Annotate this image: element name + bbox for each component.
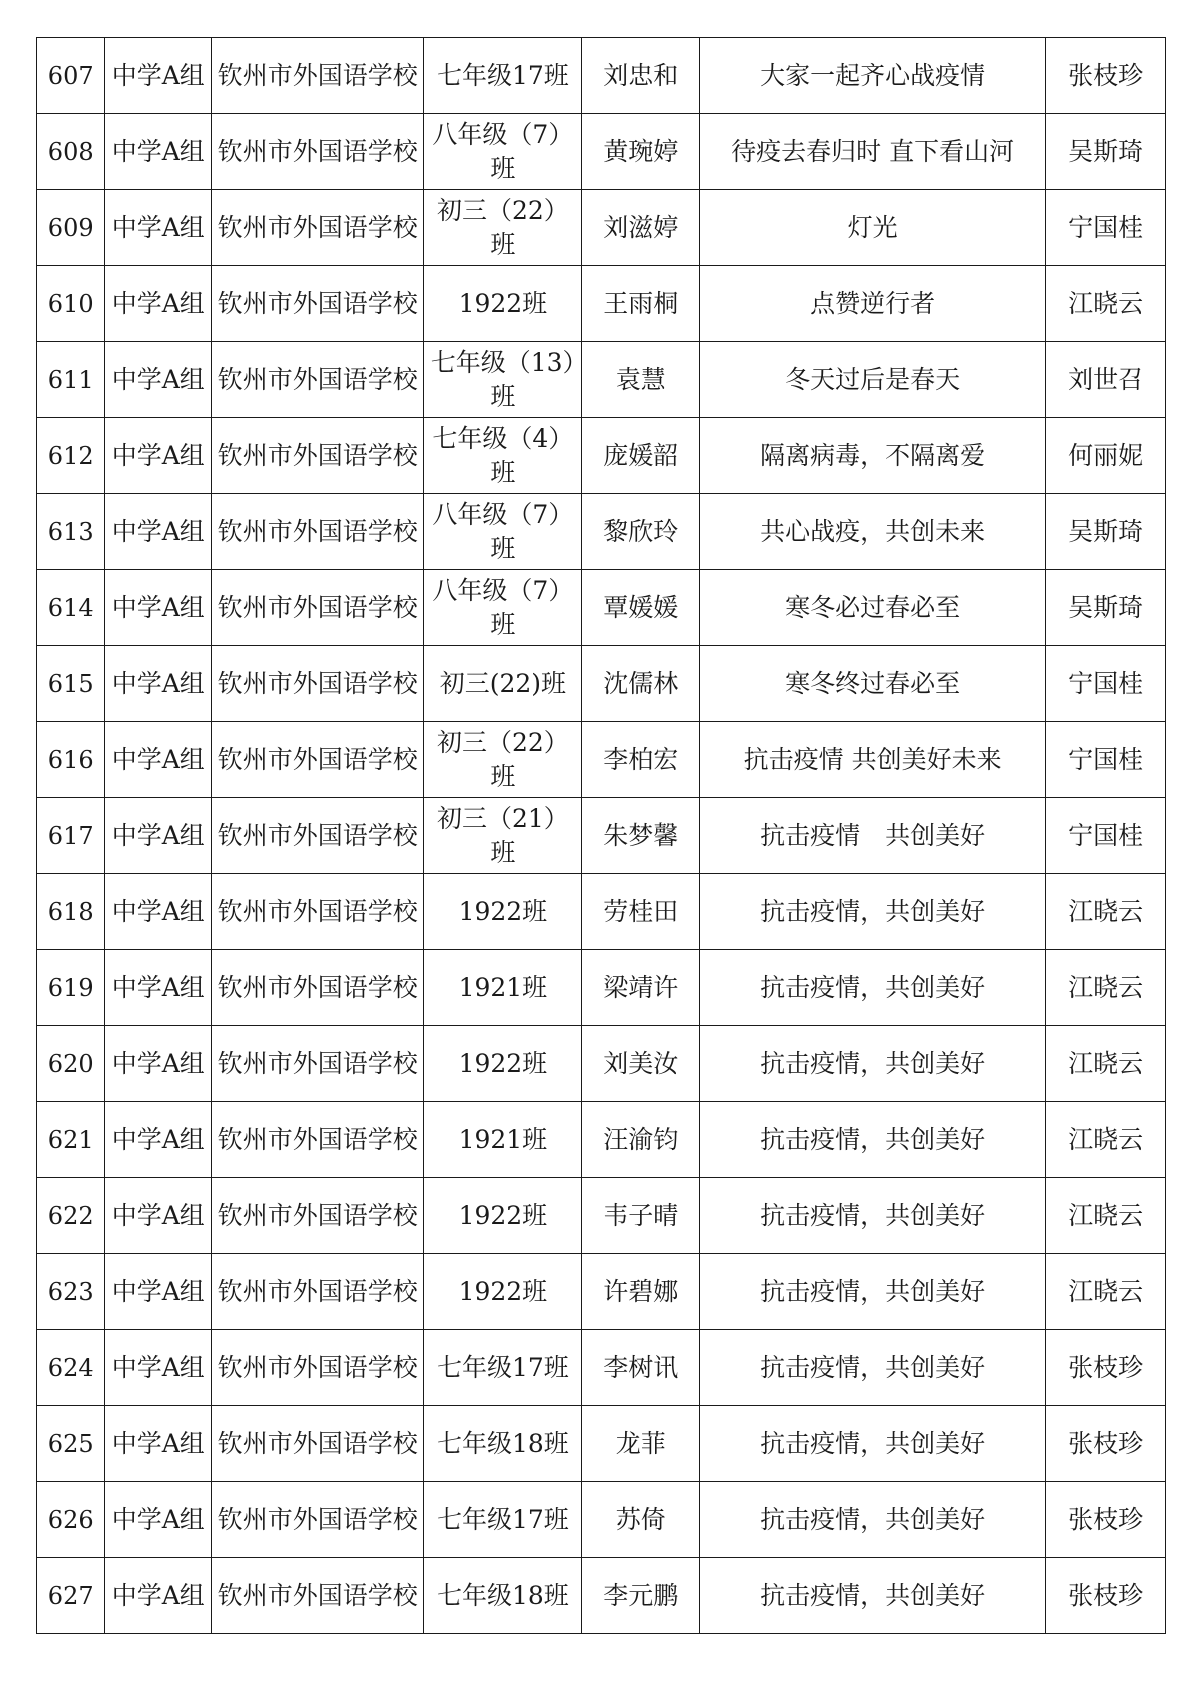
student-name-cell: 覃媛媛 <box>582 570 700 646</box>
teacher-name-cell: 江晓云 <box>1046 950 1166 1026</box>
school-cell: 钦州市外国语学校 <box>212 190 424 266</box>
student-name-cell: 沈儒林 <box>582 646 700 722</box>
teacher-name-cell: 江晓云 <box>1046 1254 1166 1330</box>
teacher-name-cell: 吴斯琦 <box>1046 114 1166 190</box>
school-cell: 钦州市外国语学校 <box>212 494 424 570</box>
school-cell: 钦州市外国语学校 <box>212 1330 424 1406</box>
student-name-cell: 刘滋婷 <box>582 190 700 266</box>
table-row <box>37 1178 1166 1254</box>
group-cell: 中学A组 <box>105 1254 212 1330</box>
group-cell: 中学A组 <box>105 1482 212 1558</box>
work-title-cell: 抗击疫情，共创美好 <box>700 1330 1046 1406</box>
class-cell: 八年级（7）班 <box>424 494 582 570</box>
class-cell: 1922班 <box>424 1178 582 1254</box>
class-cell: 七年级（4）班 <box>424 418 582 494</box>
group-cell: 中学A组 <box>105 342 212 418</box>
class-cell: 1921班 <box>424 950 582 1026</box>
school-cell: 钦州市外国语学校 <box>212 1178 424 1254</box>
work-title-cell: 抗击疫情，共创美好 <box>700 1026 1046 1102</box>
table-row <box>37 1406 1166 1482</box>
teacher-name-cell: 张枝珍 <box>1046 1482 1166 1558</box>
teacher-name-cell: 张枝珍 <box>1046 1558 1166 1634</box>
class-cell: 初三（22）班 <box>424 190 582 266</box>
school-cell: 钦州市外国语学校 <box>212 266 424 342</box>
entry-number-cell: 614 <box>37 570 105 646</box>
teacher-name-cell: 江晓云 <box>1046 1102 1166 1178</box>
entry-number-cell: 625 <box>37 1406 105 1482</box>
teacher-name-cell: 张枝珍 <box>1046 38 1166 114</box>
work-title-cell: 冬天过后是春天 <box>700 342 1046 418</box>
table-row <box>37 570 1166 646</box>
teacher-name-cell: 吴斯琦 <box>1046 570 1166 646</box>
group-cell: 中学A组 <box>105 1558 212 1634</box>
entry-number-cell: 612 <box>37 418 105 494</box>
table-row <box>37 266 1166 342</box>
table-row <box>37 950 1166 1026</box>
entry-number-cell: 624 <box>37 1330 105 1406</box>
school-cell: 钦州市外国语学校 <box>212 798 424 874</box>
school-cell: 钦州市外国语学校 <box>212 1026 424 1102</box>
award-list-table <box>36 37 1166 1634</box>
student-name-cell: 李元鹏 <box>582 1558 700 1634</box>
student-name-cell: 韦子晴 <box>582 1178 700 1254</box>
class-cell: 七年级（13）班 <box>424 342 582 418</box>
student-name-cell: 李树讯 <box>582 1330 700 1406</box>
school-cell: 钦州市外国语学校 <box>212 114 424 190</box>
class-cell: 七年级17班 <box>424 1482 582 1558</box>
group-cell: 中学A组 <box>105 1178 212 1254</box>
student-name-cell: 劳桂田 <box>582 874 700 950</box>
table-row <box>37 1330 1166 1406</box>
class-cell: 七年级18班 <box>424 1558 582 1634</box>
table-row <box>37 190 1166 266</box>
teacher-name-cell: 张枝珍 <box>1046 1330 1166 1406</box>
group-cell: 中学A组 <box>105 722 212 798</box>
work-title-cell: 寒冬终过春必至 <box>700 646 1046 722</box>
table-row <box>37 874 1166 950</box>
work-title-cell: 抗击疫情，共创美好 <box>700 1102 1046 1178</box>
school-cell: 钦州市外国语学校 <box>212 722 424 798</box>
work-title-cell: 抗击疫情，共创美好 <box>700 950 1046 1026</box>
table-row <box>37 1026 1166 1102</box>
group-cell: 中学A组 <box>105 38 212 114</box>
table-row <box>37 38 1166 114</box>
entry-number-cell: 622 <box>37 1178 105 1254</box>
entry-number-cell: 613 <box>37 494 105 570</box>
student-name-cell: 庞媛韶 <box>582 418 700 494</box>
student-name-cell: 龙菲 <box>582 1406 700 1482</box>
school-cell: 钦州市外国语学校 <box>212 1102 424 1178</box>
class-cell: 初三（22）班 <box>424 722 582 798</box>
school-cell: 钦州市外国语学校 <box>212 1406 424 1482</box>
entry-number-cell: 619 <box>37 950 105 1026</box>
entry-number-cell: 623 <box>37 1254 105 1330</box>
table-row <box>37 114 1166 190</box>
class-cell: 七年级17班 <box>424 1330 582 1406</box>
group-cell: 中学A组 <box>105 1330 212 1406</box>
entry-number-cell: 627 <box>37 1558 105 1634</box>
student-name-cell: 梁靖许 <box>582 950 700 1026</box>
student-name-cell: 李柏宏 <box>582 722 700 798</box>
school-cell: 钦州市外国语学校 <box>212 418 424 494</box>
school-cell: 钦州市外国语学校 <box>212 1558 424 1634</box>
work-title-cell: 抗击疫情，共创美好 <box>700 1406 1046 1482</box>
teacher-name-cell: 何丽妮 <box>1046 418 1166 494</box>
class-cell: 1922班 <box>424 1026 582 1102</box>
group-cell: 中学A组 <box>105 1406 212 1482</box>
teacher-name-cell: 宁国桂 <box>1046 190 1166 266</box>
work-title-cell: 隔离病毒，不隔离爱 <box>700 418 1046 494</box>
entry-number-cell: 618 <box>37 874 105 950</box>
work-title-cell: 抗击疫情，共创美好 <box>700 1558 1046 1634</box>
group-cell: 中学A组 <box>105 190 212 266</box>
work-title-cell: 点赞逆行者 <box>700 266 1046 342</box>
student-name-cell: 袁慧 <box>582 342 700 418</box>
teacher-name-cell: 张枝珍 <box>1046 1406 1166 1482</box>
student-name-cell: 刘美汝 <box>582 1026 700 1102</box>
entry-number-cell: 611 <box>37 342 105 418</box>
table-row <box>37 1102 1166 1178</box>
school-cell: 钦州市外国语学校 <box>212 1482 424 1558</box>
teacher-name-cell: 宁国桂 <box>1046 722 1166 798</box>
table-body <box>37 38 1166 1634</box>
table-row <box>37 1254 1166 1330</box>
student-name-cell: 汪渝钧 <box>582 1102 700 1178</box>
class-cell: 1922班 <box>424 266 582 342</box>
work-title-cell: 大家一起齐心战疫情 <box>700 38 1046 114</box>
work-title-cell: 抗击疫情，共创美好 <box>700 874 1046 950</box>
table-row <box>37 1482 1166 1558</box>
student-name-cell: 朱梦馨 <box>582 798 700 874</box>
group-cell: 中学A组 <box>105 418 212 494</box>
student-name-cell: 刘忠和 <box>582 38 700 114</box>
school-cell: 钦州市外国语学校 <box>212 646 424 722</box>
teacher-name-cell: 宁国桂 <box>1046 798 1166 874</box>
group-cell: 中学A组 <box>105 646 212 722</box>
class-cell: 1921班 <box>424 1102 582 1178</box>
table-row <box>37 798 1166 874</box>
teacher-name-cell: 江晓云 <box>1046 266 1166 342</box>
entry-number-cell: 620 <box>37 1026 105 1102</box>
work-title-cell: 抗击疫情 共创美好 <box>700 798 1046 874</box>
class-cell: 1922班 <box>424 1254 582 1330</box>
entry-number-cell: 609 <box>37 190 105 266</box>
group-cell: 中学A组 <box>105 950 212 1026</box>
table-row <box>37 646 1166 722</box>
teacher-name-cell: 宁国桂 <box>1046 646 1166 722</box>
work-title-cell: 抗击疫情，共创美好 <box>700 1254 1046 1330</box>
group-cell: 中学A组 <box>105 266 212 342</box>
work-title-cell: 寒冬必过春必至 <box>700 570 1046 646</box>
school-cell: 钦州市外国语学校 <box>212 342 424 418</box>
school-cell: 钦州市外国语学校 <box>212 950 424 1026</box>
student-name-cell: 王雨桐 <box>582 266 700 342</box>
entry-number-cell: 610 <box>37 266 105 342</box>
work-title-cell: 灯光 <box>700 190 1046 266</box>
class-cell: 八年级（7）班 <box>424 114 582 190</box>
teacher-name-cell: 江晓云 <box>1046 874 1166 950</box>
work-title-cell: 抗击疫情 共创美好未来 <box>700 722 1046 798</box>
entry-number-cell: 615 <box>37 646 105 722</box>
entry-number-cell: 621 <box>37 1102 105 1178</box>
teacher-name-cell: 吴斯琦 <box>1046 494 1166 570</box>
group-cell: 中学A组 <box>105 1102 212 1178</box>
work-title-cell: 共心战疫，共创未来 <box>700 494 1046 570</box>
student-name-cell: 黄琬婷 <box>582 114 700 190</box>
group-cell: 中学A组 <box>105 570 212 646</box>
school-cell: 钦州市外国语学校 <box>212 570 424 646</box>
entry-number-cell: 616 <box>37 722 105 798</box>
work-title-cell: 抗击疫情，共创美好 <box>700 1178 1046 1254</box>
teacher-name-cell: 江晓云 <box>1046 1178 1166 1254</box>
table-row <box>37 722 1166 798</box>
class-cell: 初三(22)班 <box>424 646 582 722</box>
student-name-cell: 苏倚 <box>582 1482 700 1558</box>
class-cell: 七年级17班 <box>424 38 582 114</box>
class-cell: 1922班 <box>424 874 582 950</box>
entry-number-cell: 608 <box>37 114 105 190</box>
school-cell: 钦州市外国语学校 <box>212 874 424 950</box>
table-row <box>37 494 1166 570</box>
table-row <box>37 418 1166 494</box>
teacher-name-cell: 刘世召 <box>1046 342 1166 418</box>
table-row <box>37 342 1166 418</box>
class-cell: 初三（21）班 <box>424 798 582 874</box>
group-cell: 中学A组 <box>105 114 212 190</box>
group-cell: 中学A组 <box>105 1026 212 1102</box>
group-cell: 中学A组 <box>105 494 212 570</box>
class-cell: 八年级（7）班 <box>424 570 582 646</box>
school-cell: 钦州市外国语学校 <box>212 38 424 114</box>
class-cell: 七年级18班 <box>424 1406 582 1482</box>
student-name-cell: 许碧娜 <box>582 1254 700 1330</box>
work-title-cell: 待疫去春归时 直下看山河 <box>700 114 1046 190</box>
entry-number-cell: 626 <box>37 1482 105 1558</box>
student-name-cell: 黎欣玲 <box>582 494 700 570</box>
teacher-name-cell: 江晓云 <box>1046 1026 1166 1102</box>
table-row <box>37 1558 1166 1634</box>
entry-number-cell: 607 <box>37 38 105 114</box>
group-cell: 中学A组 <box>105 874 212 950</box>
school-cell: 钦州市外国语学校 <box>212 1254 424 1330</box>
entry-number-cell: 617 <box>37 798 105 874</box>
work-title-cell: 抗击疫情，共创美好 <box>700 1482 1046 1558</box>
group-cell: 中学A组 <box>105 798 212 874</box>
